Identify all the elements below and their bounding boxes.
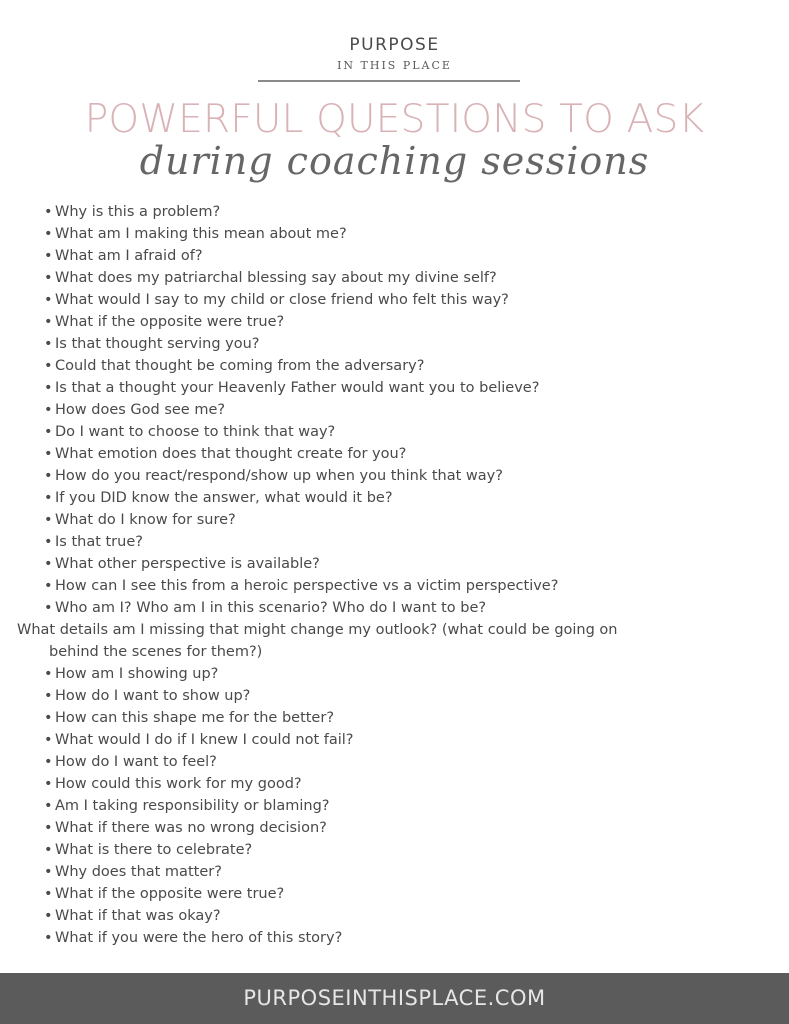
list-item <box>44 333 774 355</box>
question-text: Why is this a problem? <box>55 204 221 220</box>
list-item <box>44 905 774 927</box>
question-text: What if that was okay? <box>55 908 221 924</box>
question-text: Is that a thought your Heavenly Father would want you to believe? <box>55 380 540 396</box>
bullet: • <box>44 754 53 770</box>
footer-website: PURPOSEINTHISPLACE.COM <box>243 986 546 1010</box>
question-text: What if you were the hero of this story? <box>55 930 343 946</box>
bullet: • <box>44 534 53 550</box>
question-text: Who am I? Who am I in this scenario? Who do I want to be? <box>55 600 487 616</box>
list-item <box>44 421 774 443</box>
bullet: • <box>44 732 53 748</box>
question-text: What does my patriarchal blessing say about my divine self? <box>55 270 497 286</box>
list-item <box>44 399 774 421</box>
question-text: How do I want to show up? <box>55 688 251 704</box>
bullet: • <box>44 270 53 286</box>
question-text: Am I taking responsibility or blaming? <box>55 798 330 814</box>
bullet: • <box>44 600 53 616</box>
question-text: If you DID know the answer, what would it be? <box>55 490 393 506</box>
question-text: Do I want to choose to think that way? <box>55 424 336 440</box>
bullet: • <box>44 226 53 242</box>
bullet: • <box>44 314 53 330</box>
list-item <box>44 245 774 267</box>
list-item <box>44 795 774 817</box>
bullet: • <box>44 424 53 440</box>
question-text: What emotion does that thought create for you? <box>55 446 407 462</box>
list-item <box>44 487 774 509</box>
bullet: • <box>44 886 53 902</box>
list-item <box>44 575 774 597</box>
question-text: Could that thought be coming from the adversary? <box>55 358 425 374</box>
list-item <box>44 597 774 619</box>
question-text: How am I showing up? <box>55 666 219 682</box>
bullet: • <box>44 402 53 418</box>
list-item <box>44 377 774 399</box>
question-text: Is that true? <box>55 534 143 550</box>
bullet: • <box>44 292 53 308</box>
list-item <box>44 707 774 729</box>
list-item <box>44 663 774 685</box>
brand-subtitle: IN THIS PLACE <box>337 59 452 72</box>
bullet: • <box>44 204 53 220</box>
list-item <box>44 553 774 575</box>
list-item <box>44 465 774 487</box>
question-text: What if the opposite were true? <box>55 886 285 902</box>
question-text: What would I do if I knew I could not fail? <box>55 732 354 748</box>
question-text-line2: behind the scenes for them?) <box>49 644 263 660</box>
list-item <box>44 751 774 773</box>
list-item <box>44 729 774 751</box>
list-item <box>44 267 774 289</box>
question-text: Is that thought serving you? <box>55 336 260 352</box>
bullet: • <box>44 820 53 836</box>
brand-name: PURPOSE <box>349 35 440 55</box>
brand-logo <box>0 34 789 73</box>
bullet: • <box>44 556 53 572</box>
bullet: • <box>44 798 53 814</box>
question-text: What other perspective is available? <box>55 556 320 572</box>
list-item <box>44 685 774 707</box>
question-text: What am I afraid of? <box>55 248 203 264</box>
bullet: • <box>44 776 53 792</box>
page-subtitle-script: during coaching sessions <box>139 139 650 183</box>
question-text: How could this work for my good? <box>55 776 302 792</box>
bullet: • <box>44 336 53 352</box>
question-text: Why does that matter? <box>55 864 222 880</box>
bullet: • <box>44 842 53 858</box>
list-item <box>44 355 774 377</box>
list-item <box>44 223 774 245</box>
list-item <box>44 531 774 553</box>
bullet: • <box>44 358 53 374</box>
bullet: • <box>44 930 53 946</box>
bullet: • <box>44 380 53 396</box>
question-text: What do I know for sure? <box>55 512 236 528</box>
question-text: What if there was no wrong decision? <box>55 820 327 836</box>
question-text: What is there to celebrate? <box>55 842 253 858</box>
question-text: How does God see me? <box>55 402 226 418</box>
question-text: What if the opposite were true? <box>55 314 285 330</box>
question-list <box>17 201 774 949</box>
list-item <box>44 839 774 861</box>
page-title: POWERFUL QUESTIONS TO ASK <box>84 97 705 142</box>
bullet: • <box>44 864 53 880</box>
question-text: How do I want to feel? <box>55 754 217 770</box>
bullet: • <box>44 248 53 264</box>
question-text: What would I say to my child or close friend who felt this way? <box>55 292 509 308</box>
list-item <box>44 509 774 531</box>
bullet: • <box>44 688 53 704</box>
list-item <box>44 861 774 883</box>
bullet: • <box>44 666 53 682</box>
bullet: • <box>44 578 53 594</box>
bullet: • <box>44 512 53 528</box>
question-text: How do you react/respond/show up when you think that way? <box>55 468 503 484</box>
bullet: • <box>44 908 53 924</box>
list-item <box>44 311 774 333</box>
bullet: • <box>44 468 53 484</box>
list-item <box>44 201 774 223</box>
bullet: • <box>44 490 53 506</box>
list-item <box>44 773 774 795</box>
list-item <box>44 289 774 311</box>
list-item <box>44 883 774 905</box>
list-item <box>44 927 774 949</box>
brand-divider <box>258 80 520 82</box>
footer-bar <box>0 973 789 1024</box>
question-text: What am I making this mean about me? <box>55 226 347 242</box>
list-item <box>44 817 774 839</box>
question-text-line1: What details am I missing that might change my outlook? (what could be going on <box>17 622 618 638</box>
bullet: • <box>44 710 53 726</box>
list-item-multiline <box>17 619 757 663</box>
list-item <box>44 443 774 465</box>
question-text: How can this shape me for the better? <box>55 710 335 726</box>
question-text: How can I see this from a heroic perspective vs a victim perspective? <box>55 578 559 594</box>
bullet: • <box>44 446 53 462</box>
